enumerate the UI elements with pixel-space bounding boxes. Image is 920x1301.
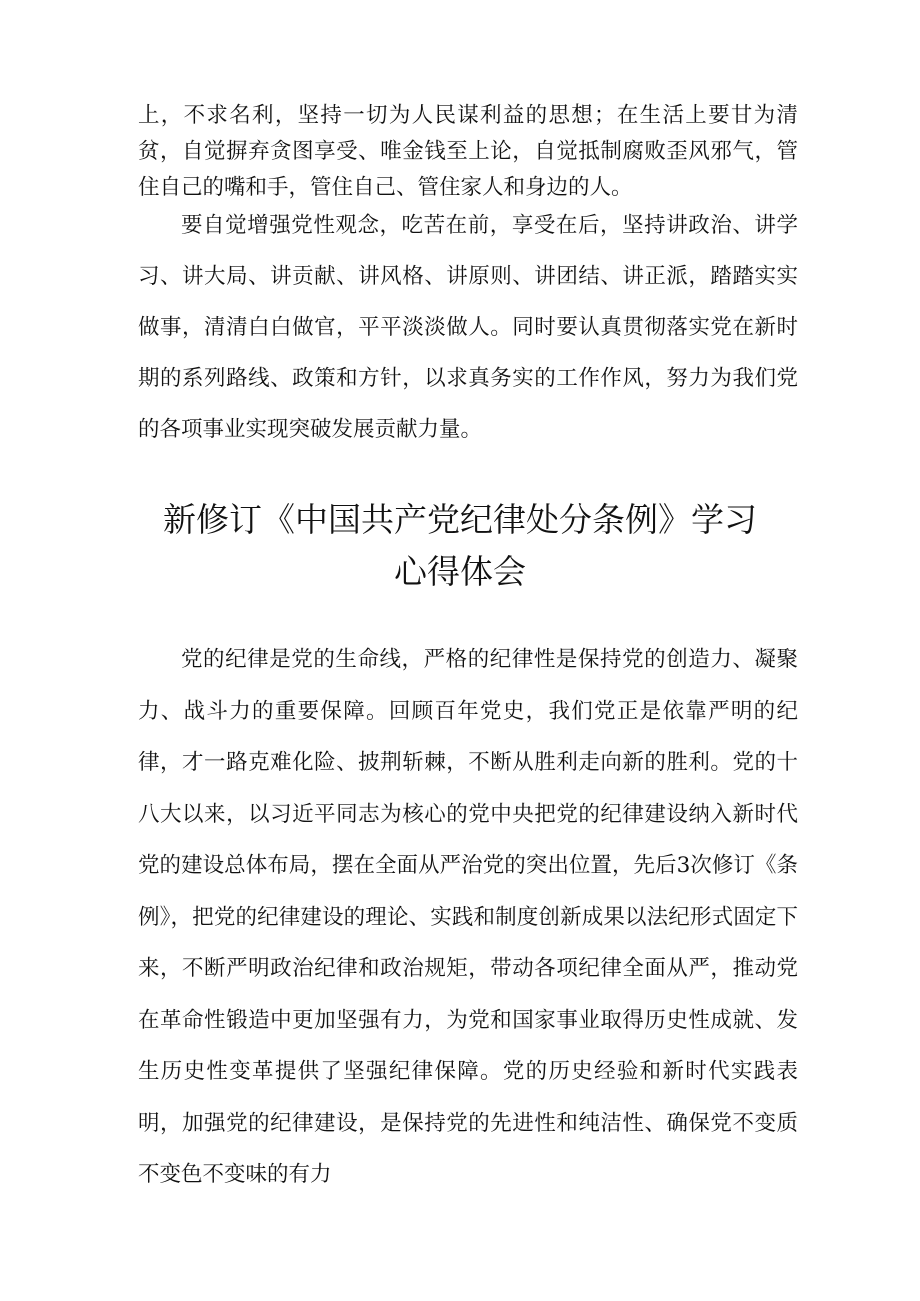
article-title <box>100 494 820 598</box>
article-title-line-1: 新修订《中国共产党纪律处分条例》学习 <box>163 500 757 539</box>
article-title-line-2: 心得体会 <box>394 552 526 591</box>
paragraph-continued: 上，不求名利，坚持一切为人民谋利益的思想；在生活上要甘为清贫，自觉摒弃贪图享受、唯金钱至上论，自觉抵制腐败歪风邪气，管住自己的嘴和手，管住自己、管住家人和身边的人。 <box>138 103 798 200</box>
paragraph-discipline: 党的纪律是党的生命线，严格的纪律性是保持党的创造力、凝聚力、战斗力的重要保障。回顾百年党史，我们党正是依靠严明的纪律，才一路克难化险、披荆斩棘，不断从胜利走向新的胜利。党的十八大以来，以习近平同志为核心的党中央把党的纪律建设纳入新时代党的建设总体布局，摆在全面从严治党的突出位置，先后3次修订《条例》，把党的纪律建设的理论、实践和制度创新成果以法纪形式固定下来，不断严明政治纪律和政治规矩，带动各项纪律全面从严，推动党在革命性锻造中更加坚强有力，为党和国家事业取得历史性成就、发生历史性变革提供了坚强纪律保障。党的历史经验和新时代实践表明，加强党的纪律建设，是保持党的先进性和纯洁性、确保党不变质不变色不变味的有力 <box>138 647 798 1187</box>
paragraph-party-spirit: 要自觉增强党性观念，吃苦在前，享受在后，坚持讲政治、讲学习、讲大局、讲贡献、讲风格、讲原则、讲团结、讲正派，踏踏实实做事，清清白白做官，平平淡淡做人。同时要认真贯彻落实党在新时期的系列路线、政策和方针，以求真务实的工作作风，努力为我们党的各项事业实现突破发展贡献力量。 <box>138 213 798 442</box>
